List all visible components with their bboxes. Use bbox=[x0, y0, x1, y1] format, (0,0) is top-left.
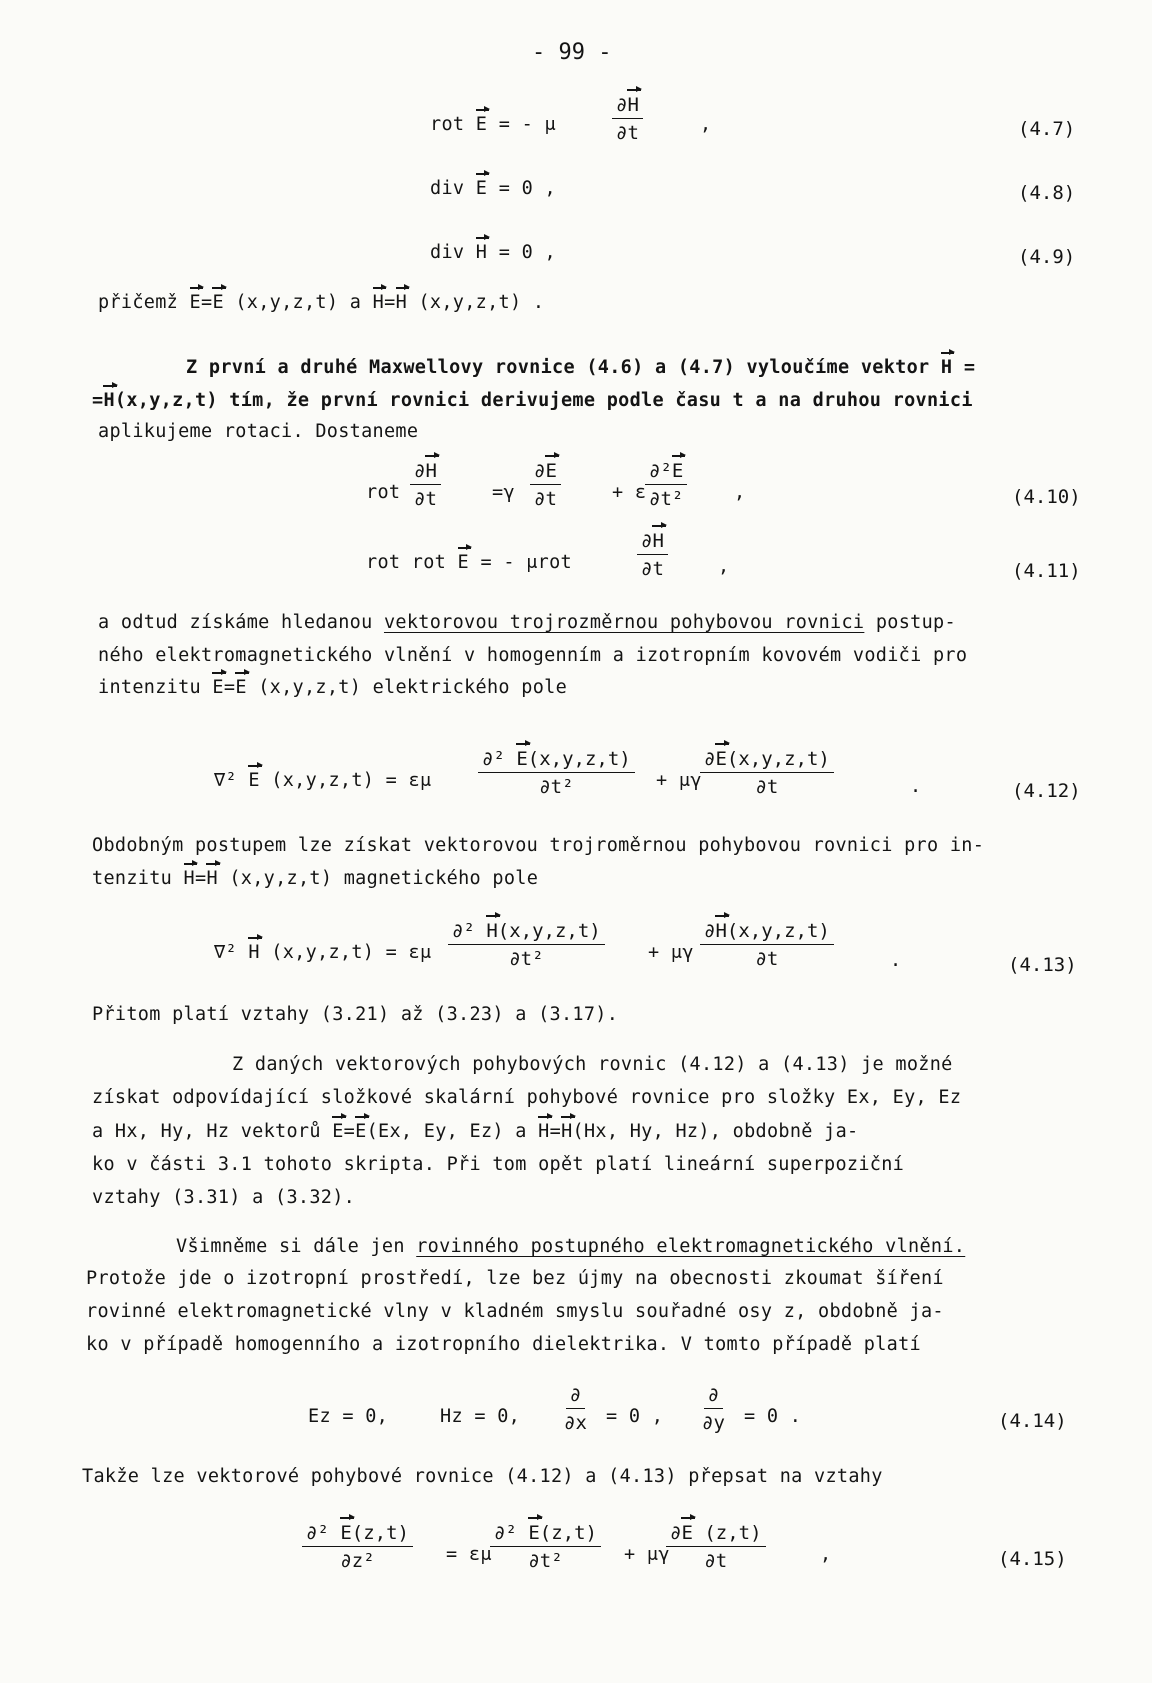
eq-4-12-f2-vec-e: E bbox=[715, 748, 727, 770]
para5-vec-h1: H bbox=[538, 1121, 550, 1142]
eq-4-10-mid1: =γ bbox=[492, 482, 515, 503]
pricemz-vec-e1: E bbox=[189, 292, 201, 313]
eq-4-12-f2-den: ∂t bbox=[755, 776, 779, 798]
pricemz-line bbox=[98, 292, 544, 313]
eq-4-7-vec-e: E bbox=[475, 114, 488, 135]
eq-4-8-label: (4.8) bbox=[1018, 182, 1076, 204]
para3-line2-a: tenzitu bbox=[92, 868, 173, 889]
eq-4-11-vec-e: E bbox=[457, 552, 469, 573]
para3-vec-h1: H bbox=[183, 868, 195, 889]
eq-4-7-fraction bbox=[612, 94, 643, 144]
para1-line2-prefix: = bbox=[92, 390, 104, 411]
page-number: - 99 - bbox=[532, 40, 612, 65]
eq-4-11-frac bbox=[637, 530, 668, 580]
eq-4-10-f2-vec-e: E bbox=[545, 460, 557, 482]
eq-4-10-label: (4.10) bbox=[1012, 486, 1081, 508]
eq-4-12-f1-vec-e: E bbox=[516, 748, 528, 770]
eq-4-14-frac2 bbox=[698, 1384, 729, 1434]
eq-4-15-f2-args: (z,t) bbox=[704, 1522, 762, 1544]
pricemz-vec-e2: E bbox=[212, 292, 224, 313]
eq-4-10-f3-den: ∂t² bbox=[649, 488, 684, 510]
para5-line2-text: získat odpovídající složkové skalární pohybové rovnice pro složky E bbox=[92, 1087, 859, 1108]
eq-4-12-mid1: = εμ bbox=[385, 770, 432, 791]
eq-4-9-label: (4.9) bbox=[1018, 246, 1076, 268]
eq-4-7-num-vec-h: H bbox=[627, 94, 639, 116]
para1-line2-vec-h: H bbox=[103, 390, 115, 411]
eq-4-14-frac1 bbox=[560, 1384, 591, 1434]
eq-4-15-f0-partial: ∂² bbox=[306, 1522, 329, 1544]
para2-line3-b: (x,y,z,t) elektrického pole bbox=[258, 677, 568, 698]
eq-4-12-frac1 bbox=[478, 748, 635, 798]
para2-line1-b: postup- bbox=[875, 612, 956, 633]
eq-4-10-f3-vec-e: E bbox=[671, 460, 684, 482]
para1-line3: aplikujeme rotaci. Dostaneme bbox=[98, 421, 419, 442]
eq-4-8-vec-e: E bbox=[475, 178, 488, 199]
para1-line2-text: (x,y,z,t) tím, že první rovnici derivujeme podle času t a na druhou rovnici bbox=[114, 390, 973, 411]
para5-line2 bbox=[92, 1087, 961, 1108]
para5-line3-c: (Hx, Hy, Hz), obdobně ja- bbox=[572, 1121, 859, 1142]
eq-4-15-f1-vec-e: E bbox=[528, 1522, 540, 1544]
eq-4-12-mid2: + μγ bbox=[656, 770, 702, 791]
eq-4-12-label: (4.12) bbox=[1012, 780, 1081, 802]
eq-4-11-lhs bbox=[366, 552, 572, 573]
eq-4-12-f1-args: (x,y,z,t) bbox=[527, 748, 631, 770]
eq-4-14-f2-den: ∂y bbox=[702, 1412, 725, 1434]
eq-4-12-f1-den: ∂t² bbox=[539, 776, 574, 798]
para5-line1: Z daných vektorových pohybových rovnic (4.12) a (4.13) je možné bbox=[232, 1054, 953, 1075]
eq-4-7-rot: rot bbox=[430, 114, 465, 135]
eq-4-13-f1-vec-h: H bbox=[486, 920, 498, 942]
para6-line2: Protože jde o izotropní prostředí, lze bez újmy na obecnosti zkoumat šíření bbox=[86, 1268, 944, 1289]
eq-4-14-f1-num: ∂ bbox=[566, 1384, 585, 1409]
para2-line1-a: a odtud získáme hledanou bbox=[98, 612, 373, 633]
eq-4-15-f0-args: (z,t) bbox=[351, 1522, 409, 1544]
para1-line1 bbox=[186, 357, 975, 378]
para6-line4: ko v případě homogenního a izotropního dielektrika. V tomto případě platí bbox=[86, 1334, 921, 1355]
para6-line3: rovinné elektromagnetické vlny v kladném smyslu souřadné osy z, obdobně ja- bbox=[86, 1301, 944, 1322]
para5-line5: vztahy (3.31) a (3.32). bbox=[92, 1187, 356, 1208]
eq-4-8-rhs: = 0 , bbox=[498, 178, 556, 199]
eq-4-13-dot: . bbox=[890, 950, 902, 971]
para2-vec-e2: E bbox=[235, 677, 247, 698]
eq-4-12-vec-e: E bbox=[248, 770, 260, 791]
para3-eq: = bbox=[194, 868, 207, 889]
para5-line2-tail: x, Ey, Ez bbox=[858, 1087, 962, 1108]
para2-line3-a: intenzitu bbox=[98, 677, 201, 698]
eq-4-13-mid1: = εμ bbox=[385, 942, 432, 963]
para1-line1-text: Z první a druhé Maxwellovy rovnice (4.6) a (4.7) vyloučíme vektor bbox=[186, 357, 930, 378]
eq-4-15-mid2: + μγ bbox=[624, 1544, 670, 1565]
para4-line1: Přitom platí vztahy (3.21) až (3.23) a (3.17). bbox=[92, 1004, 619, 1025]
para1-vec-h: H bbox=[940, 357, 953, 378]
pricemz-vec-h2: H bbox=[395, 292, 408, 313]
eq-4-11-mid: = - μrot bbox=[480, 552, 572, 573]
eq-4-11-vec-h: H bbox=[652, 530, 664, 552]
eq-4-15-mid1: = εμ bbox=[446, 1544, 492, 1565]
eq-4-13-frac2 bbox=[700, 920, 834, 970]
para3-line2-b: (x,y,z,t) magnetického pole bbox=[229, 868, 539, 889]
eq-4-10-comma: , bbox=[734, 482, 746, 503]
eq-4-14-p4: = 0 . bbox=[744, 1406, 802, 1427]
eq-4-12-lhs bbox=[214, 770, 431, 791]
para5-line3-a: a Hx, Hy, Hz vektorů bbox=[92, 1121, 321, 1142]
para5-line3-b: (Ex, Ey, Ez) a bbox=[366, 1121, 527, 1142]
para3-vec-h2: H bbox=[206, 868, 218, 889]
para1-line2 bbox=[92, 390, 973, 411]
eq-4-15-label: (4.15) bbox=[998, 1548, 1067, 1570]
eq-4-10-frac3 bbox=[645, 460, 687, 510]
eq-4-15-f1-partial: ∂² bbox=[494, 1522, 517, 1544]
para2-line3 bbox=[98, 677, 567, 698]
eq-4-13-nabla: ∇² bbox=[214, 942, 237, 963]
eq-4-12-f2-args: (x,y,z,t) bbox=[726, 748, 830, 770]
eq-4-7-den: ∂t bbox=[616, 122, 639, 144]
eq-4-8 bbox=[430, 178, 556, 199]
eq-4-13-f1-partial: ∂² bbox=[452, 920, 475, 942]
eq-4-15-f1-args: (z,t) bbox=[539, 1522, 597, 1544]
eq-4-11-rotrot: rot rot bbox=[366, 552, 447, 573]
pricemz-eq2: = bbox=[384, 292, 396, 313]
eq-4-10-frac1 bbox=[410, 460, 441, 510]
eq-4-10-frac2 bbox=[530, 460, 561, 510]
eq-4-12-nabla: ∇² bbox=[214, 770, 237, 791]
eq-4-10-f1-den: ∂t bbox=[414, 488, 437, 510]
eq-4-12-dot: . bbox=[910, 776, 922, 797]
eq-4-13-label: (4.13) bbox=[1008, 954, 1077, 976]
eq-4-7-label: (4.7) bbox=[1018, 118, 1076, 140]
eq-4-9-div: div bbox=[430, 242, 465, 263]
eq-4-11-comma: , bbox=[718, 556, 730, 577]
para5-line4: ko v části 3.1 tohoto skripta. Při tom opět platí lineární superpoziční bbox=[92, 1154, 905, 1175]
eq-4-10-f1-vec-h: H bbox=[425, 460, 437, 482]
pricemz-and: a bbox=[349, 292, 362, 313]
eq-4-14-label: (4.14) bbox=[998, 1410, 1067, 1432]
eq-4-11-den: ∂t bbox=[641, 558, 664, 580]
eq-4-13-frac1 bbox=[448, 920, 605, 970]
para1-line1-end: = bbox=[963, 357, 976, 378]
para6-underlined-term: rovinného postupného elektromagnetického vlnění. bbox=[416, 1236, 966, 1257]
eq-4-13-vec-h: H bbox=[248, 942, 260, 963]
eq-4-15-f2-partial: ∂ bbox=[670, 1522, 682, 1544]
eq-4-13-lhs bbox=[214, 942, 431, 963]
para2-underlined-term: vektorovou trojrozměrnou pohybovou rovnici bbox=[383, 612, 865, 633]
eq-4-10-f3-partial: ∂² bbox=[649, 460, 672, 482]
eq-4-9-vec-h: H bbox=[475, 242, 488, 263]
pricemz-word: přičemž bbox=[98, 292, 179, 313]
eq-4-7-num-partial: ∂ bbox=[616, 94, 628, 116]
eq-4-11-label: (4.11) bbox=[1012, 560, 1081, 582]
eq-4-15-f0-vec-e: E bbox=[340, 1522, 352, 1544]
pricemz-vec-h1: H bbox=[372, 292, 385, 313]
pricemz-eq1: = bbox=[200, 292, 213, 313]
pricemz-args2: (x,y,z,t) . bbox=[418, 292, 545, 313]
para2-line2: ného elektromagnetického vlnění v homogenním a izotropním kovovém vodiči pro bbox=[98, 645, 968, 666]
eq-4-13-mid2: + μγ bbox=[648, 942, 694, 963]
para2-line1 bbox=[98, 612, 956, 633]
eq-4-15-f0-den: ∂z² bbox=[340, 1550, 375, 1572]
eq-4-12-frac2 bbox=[700, 748, 834, 798]
eq-4-9 bbox=[430, 242, 556, 263]
eq-4-9-rhs: = 0 , bbox=[498, 242, 556, 263]
eq-4-12-f2-partial: ∂ bbox=[704, 748, 716, 770]
para7-line1: Takže lze vektorové pohybové rovnice (4.12) a (4.13) přepsat na vztahy bbox=[82, 1466, 883, 1487]
eq-4-14-f1-den: ∂x bbox=[564, 1412, 587, 1434]
para5-vec-e2: E bbox=[355, 1121, 367, 1142]
eq-4-11-partial: ∂ bbox=[641, 530, 653, 552]
eq-4-15-frac1 bbox=[490, 1522, 601, 1572]
eq-4-15-frac2 bbox=[666, 1522, 766, 1572]
eq-4-13-f1-den: ∂t² bbox=[509, 948, 544, 970]
eq-4-13-f2-vec-h: H bbox=[715, 920, 727, 942]
para5-vec-h2: H bbox=[561, 1121, 573, 1142]
para5-eq1: = bbox=[343, 1121, 356, 1142]
eq-4-7-comma: , bbox=[700, 114, 712, 135]
para2-vec-e1: E bbox=[212, 677, 224, 698]
eq-4-14-p1: Ez = 0, bbox=[308, 1406, 389, 1427]
eq-4-15-f2-vec-e: E bbox=[681, 1522, 693, 1544]
para5-eq2: = bbox=[549, 1121, 562, 1142]
para5-vec-e1: E bbox=[332, 1121, 344, 1142]
para5-line3 bbox=[92, 1121, 858, 1142]
pricemz-args1: (x,y,z,t) bbox=[235, 292, 339, 313]
para3-line1: Obdobným postupem lze získat vektorovou trojroměrnou pohybovou rovnici pro in- bbox=[92, 835, 985, 856]
eq-4-12-f1-partial: ∂² bbox=[482, 748, 505, 770]
para3-line2 bbox=[92, 868, 538, 889]
para6-line1 bbox=[176, 1236, 965, 1257]
eq-4-8-div: div bbox=[430, 178, 465, 199]
eq-4-15-frac0 bbox=[302, 1522, 413, 1572]
eq-4-12-args: (x,y,z,t) bbox=[271, 770, 375, 791]
eq-4-15-f2-den: ∂t bbox=[704, 1550, 728, 1572]
eq-4-13-args: (x,y,z,t) bbox=[271, 942, 375, 963]
eq-4-10-f1-partial: ∂ bbox=[414, 460, 426, 482]
eq-4-14-p2: Hz = 0, bbox=[440, 1406, 521, 1427]
eq-4-10-f2-partial: ∂ bbox=[534, 460, 546, 482]
eq-4-13-f1-args: (x,y,z,t) bbox=[497, 920, 601, 942]
eq-4-15-comma: , bbox=[820, 1544, 832, 1565]
para2-eq: = bbox=[223, 677, 236, 698]
eq-4-15-f1-den: ∂t² bbox=[528, 1550, 563, 1572]
eq-4-14-p3: = 0 , bbox=[606, 1406, 664, 1427]
eq-4-10-f2-den: ∂t bbox=[534, 488, 557, 510]
eq-4-13-f2-args: (x,y,z,t) bbox=[726, 920, 830, 942]
eq-4-14-f2-num: ∂ bbox=[704, 1384, 723, 1409]
eq-4-13-f2-partial: ∂ bbox=[704, 920, 716, 942]
eq-4-10-lhs: rot bbox=[366, 482, 401, 503]
para6-line1-a: Všimněme si dále jen bbox=[176, 1236, 405, 1257]
eq-4-13-f2-den: ∂t bbox=[755, 948, 779, 970]
eq-4-7-lhs bbox=[430, 114, 556, 135]
eq-4-7-eq: = - μ bbox=[498, 114, 556, 135]
eq-4-10-mid2: + ε bbox=[612, 482, 647, 503]
